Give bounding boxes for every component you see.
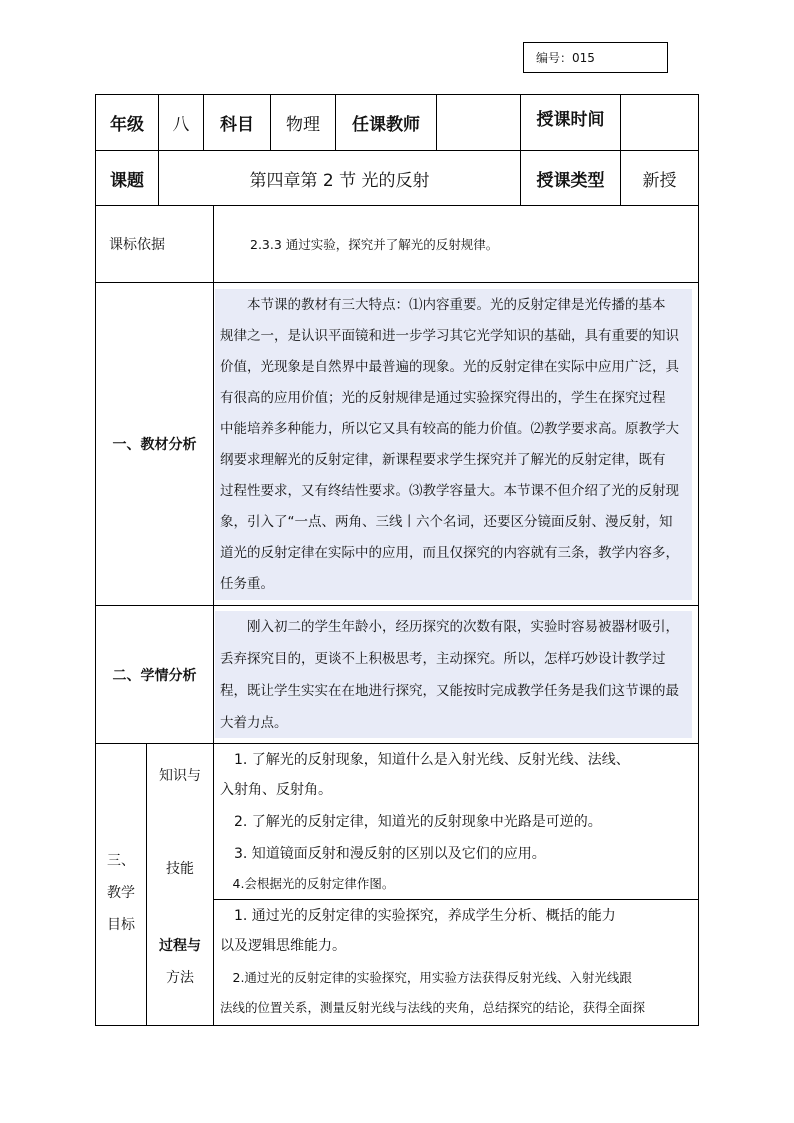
subject-label: 科目 [220, 115, 254, 135]
process-label-bottom: 方法 [166, 970, 194, 986]
grade-value: 八 [172, 115, 190, 135]
material-line: 道光的反射定律在实际中的应用，而且仅探究的内容就有三条，教学内容多， [220, 545, 679, 561]
knowledge-item: 2. 了解光的反射定律，知道光的反射现象中光路是可逆的。 [220, 814, 602, 830]
process-item: 以及逻辑思维能力。 [220, 938, 346, 954]
objectives-label-line: 目标 [107, 917, 135, 933]
knowledge-item: 入射角、反射角。 [220, 782, 332, 798]
subject-value: 物理 [286, 115, 320, 135]
topic-label: 课题 [110, 170, 144, 191]
teacher-label: 任课教师 [352, 115, 420, 135]
knowledge-item: 3. 知道镜面反射和漫反射的区别以及它们的应用。 [220, 846, 546, 862]
students-line: 丢弃探究目的，更谈不上积极思考，主动探究。所以，怎样巧妙设计教学过 [220, 651, 666, 667]
material-label: 一、教材分析 [112, 437, 197, 453]
knowledge-item: 1. 了解光的反射现象，知道什么是入射光线、反射光线、法线、 [220, 752, 630, 768]
type-label: 授课类型 [536, 170, 605, 191]
material-line: 象，引入了“一点、两角、三线丨六个名词，还要区分镜面反射、漫反射，知 [220, 514, 673, 530]
knowledge-label-bottom: 技能 [166, 861, 194, 877]
students-line: 大着力点。 [220, 715, 288, 731]
doc-number: 编号：015 [536, 51, 595, 65]
standards-text: 2.3.3 通过实验，探究并了解光的反射规律。 [250, 237, 499, 252]
objectives-label-line: 教学 [107, 885, 135, 901]
material-line: 纲要求理解光的反射定律，新课程要求学生探究并了解光的反射定律，既有 [220, 452, 666, 468]
material-line: 价值，光现象是自然界中最普遍的现象。光的反射定律在实际中应用广泛，具 [220, 359, 679, 375]
doc-number-box [523, 42, 668, 73]
topic-value: 第四章第 2 节 光的反射 [249, 170, 430, 191]
material-line: 有很高的应用价值；光的反射规律是通过实验探究得出的，学生在探究过程 [220, 390, 666, 406]
objectives-label [96, 845, 146, 941]
students-line: 程，既让学生实实在在地进行探究，又能按时完成教学任务是我们这节课的最 [220, 683, 679, 699]
material-line: 中能培养多种能力，所以它又具有较高的能力价值。⑵教学要求高。原教学大 [220, 421, 679, 437]
knowledge-item: 4.会根据光的反射定律作图。 [220, 876, 395, 891]
process-item: 2.通过光的反射定律的实验探究，用实验方法获得反射光线、入射光线跟 [220, 970, 632, 985]
time-label: 授课时间 [536, 109, 605, 130]
objectives-label-line: 三、 [107, 853, 135, 869]
material-line: 规律之一，是认识平面镜和进一步学习其它光学知识的基础，具有重要的知识 [220, 328, 679, 344]
grade-label: 年级 [110, 115, 144, 135]
students-label: 二、学情分析 [112, 667, 197, 684]
type-value: 新授 [642, 170, 677, 191]
material-line: 任务重。 [220, 576, 274, 592]
teacher-value [437, 95, 520, 150]
standards-label: 课标依据 [109, 237, 165, 253]
process-label-top: 过程与 [159, 938, 201, 954]
process-item: 1. 通过光的反射定律的实验探究，养成学生分析、概括的能力 [220, 908, 616, 924]
knowledge-label-top: 知识与 [159, 768, 201, 784]
students-line: 刚入初二的学生年龄小，经历探究的次数有限，实验时容易被器材吸引， [220, 619, 679, 635]
material-line: 本节课的教材有三大特点：⑴内容重要。光的反射定律是光传播的基本 [220, 297, 666, 313]
process-item: 法线的位置关系，测量反射光线与法线的夹角，总结探究的结论，获得全面探 [220, 1000, 646, 1015]
material-line: 过程性要求，又有终结性要求。⑶教学容量大。本节课不但介绍了光的反射现 [220, 483, 679, 499]
time-value [621, 95, 698, 150]
